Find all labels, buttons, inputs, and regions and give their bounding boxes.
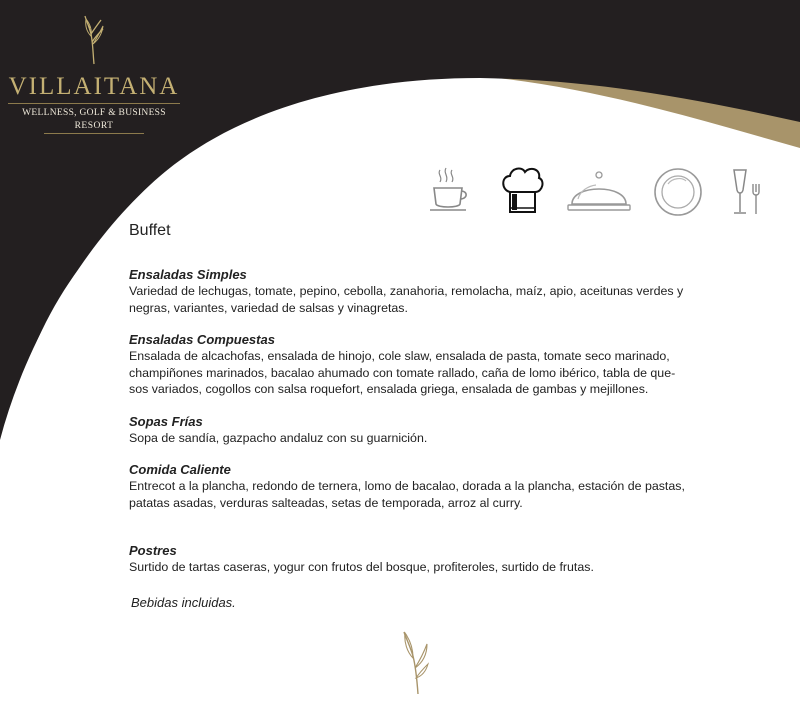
section-title: Comida Caliente xyxy=(129,462,231,477)
section-ensaladas-simples xyxy=(129,266,729,316)
section-line: Entrecot a la plancha, redondo de ternera, lomo de bacalao, dorada a la plancha, estación de pastas, xyxy=(129,479,685,493)
section-line: Ensalada de alcachofas, ensalada de hinojo, cole slaw, ensalada de pasta, tomate seco marinado, xyxy=(129,349,670,363)
section-sopas-frias xyxy=(129,413,729,447)
section-ensaladas-compuestas xyxy=(129,331,729,398)
brand-logo xyxy=(8,14,180,134)
section-title: Sopas Frías xyxy=(129,414,203,429)
brand-subline: RESORT xyxy=(74,121,114,131)
plate-icon xyxy=(652,166,704,218)
section-line: Surtido de tartas caseras, yogur con frutos del bosque, profiteroles, surtido de frutas. xyxy=(129,560,594,574)
coffee-cup-icon xyxy=(426,166,472,216)
section-title: Ensaladas Compuestas xyxy=(129,332,275,347)
section-line: patatas asadas, verduras salteadas, setas de temporada, arroz al curry. xyxy=(129,495,523,510)
service-icons xyxy=(426,166,766,218)
section-title: Postres xyxy=(129,543,177,558)
section-line: champiñones marinados, bacalao ahumado con tomate rallado, caña de lomo ibérico, tabla de que- xyxy=(129,365,676,380)
section-comida-caliente xyxy=(129,461,729,511)
feather-logo-icon xyxy=(81,14,107,66)
section-postres xyxy=(129,542,729,576)
brand-name: VILLAITANA xyxy=(8,73,180,100)
logo-divider xyxy=(8,103,180,104)
section-line: negras, variantes, variedad de salsas y vinagretas. xyxy=(129,300,408,315)
section-line: Variedad de lechugas, tomate, pepino, cebolla, zanahoria, remolacha, maíz, apio, aceitunas verdes y xyxy=(129,284,684,298)
brand-tagline: WELLNESS, GOLF & BUSINESS xyxy=(22,108,166,118)
chef-hat-icon xyxy=(498,166,546,218)
cloche-icon xyxy=(566,166,632,216)
footer-logo xyxy=(398,628,434,701)
page-title: Buffet xyxy=(129,222,171,239)
section-title: Ensaladas Simples xyxy=(129,267,247,282)
drinks-note: Bebidas incluidas. xyxy=(131,595,236,610)
feather-logo-icon xyxy=(398,628,434,696)
section-line: sos variados, cogollos con salsa roquefort, ensalada griega, ensalada de gambas y mejillones. xyxy=(129,382,649,396)
logo-divider-small xyxy=(44,133,144,134)
section-line: Sopa de sandía, gazpacho andaluz con su guarnición. xyxy=(129,431,428,445)
glass-fork-icon xyxy=(726,166,766,218)
